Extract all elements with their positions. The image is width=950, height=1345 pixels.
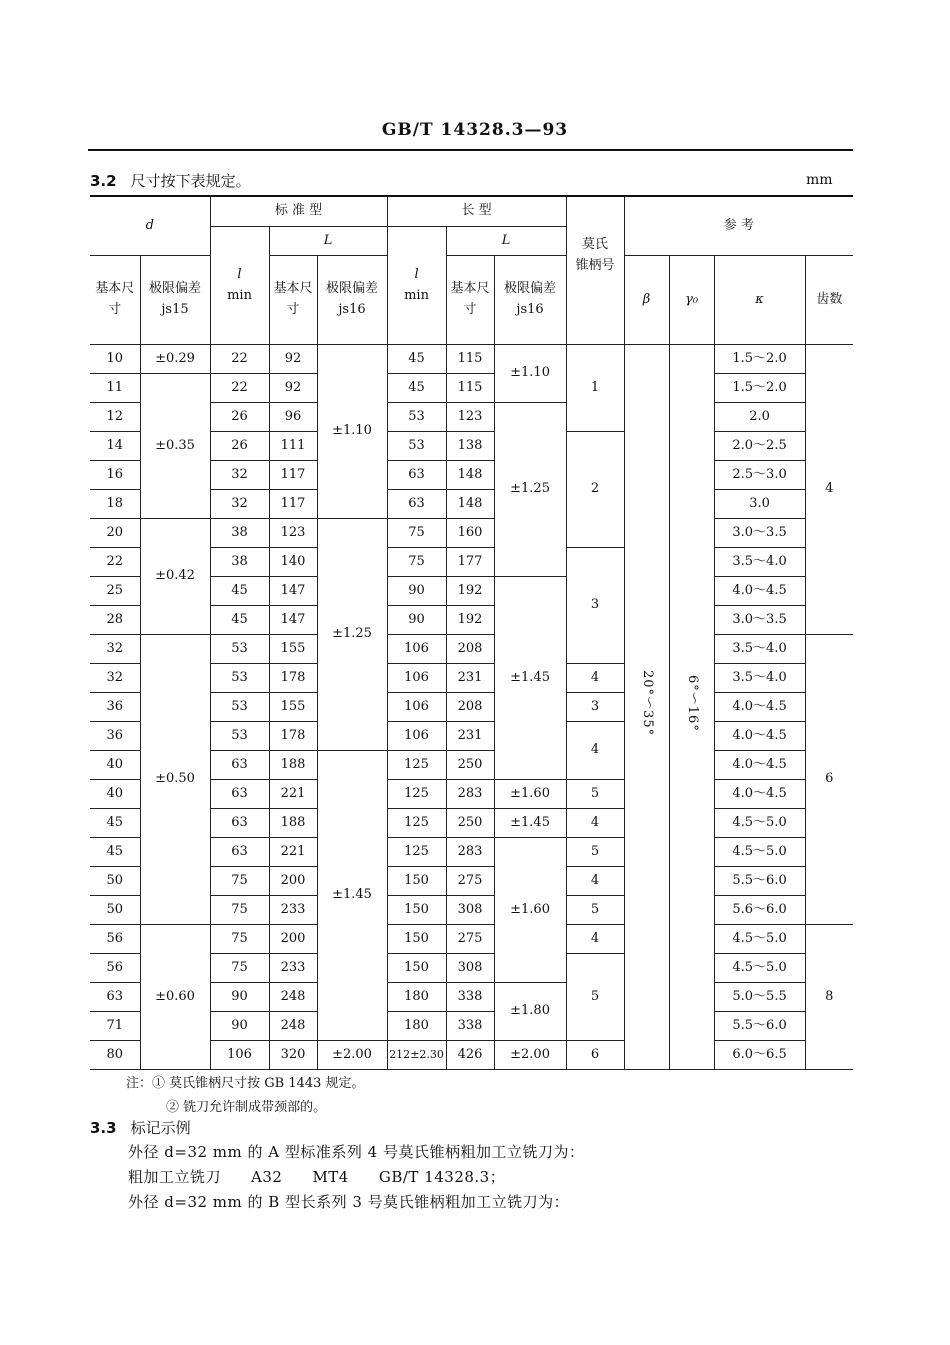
cell-long-tol-js16: ±1.45 <box>494 809 566 838</box>
cell-std-L: 248 <box>269 1012 317 1041</box>
example-2-part: MT4 <box>312 1168 349 1186</box>
cell-d: 40 <box>90 751 140 780</box>
cell-morse-taper: 3 <box>566 548 624 664</box>
example-2-part: GB/T 14328.3； <box>378 1168 506 1186</box>
cell-std-l: 53 <box>210 693 269 722</box>
cell-std-L: 200 <box>269 925 317 954</box>
cell-long-tol-js16: ±1.80 <box>494 983 566 1041</box>
cell-d: 12 <box>90 403 140 432</box>
cell-long-l: 63 <box>387 490 446 519</box>
cell-std-l: 53 <box>210 722 269 751</box>
cell-tol-js15: ±0.29 <box>140 345 210 374</box>
cell-kappa: 4.0～4.5 <box>714 693 805 722</box>
cell-long-L: 138 <box>446 432 494 461</box>
header-std-tol-js16: 极限偏差 js16 <box>317 256 387 345</box>
cell-long-L: 115 <box>446 374 494 403</box>
cell-std-l: 90 <box>210 983 269 1012</box>
cell-tol-js15: ±0.35 <box>140 374 210 519</box>
cell-std-L: 200 <box>269 867 317 896</box>
cell-long-L: 338 <box>446 1012 494 1041</box>
cell-std-L: 188 <box>269 751 317 780</box>
cell-long-l: 90 <box>387 606 446 635</box>
cell-std-l: 75 <box>210 925 269 954</box>
section-3-2-heading <box>90 170 251 191</box>
example-1: 外径 d=32 mm 的 A 型标准系列 4 号莫氏锥柄粗加工立铣刀为： <box>128 1143 585 1161</box>
cell-kappa: 4.0～4.5 <box>714 577 805 606</box>
cell-long-L: 148 <box>446 490 494 519</box>
cell-d: 16 <box>90 461 140 490</box>
cell-long-L: 192 <box>446 606 494 635</box>
cell-long-l: 106 <box>387 664 446 693</box>
cell-long-l: 106 <box>387 635 446 664</box>
header-long-l: l min <box>387 227 446 345</box>
cell-long-l: 63 <box>387 461 446 490</box>
cell-kappa: 2.5～3.0 <box>714 461 805 490</box>
table-row <box>90 635 853 664</box>
cell-std-l: 38 <box>210 519 269 548</box>
cell-long-l: 150 <box>387 896 446 925</box>
cell-long-l: 125 <box>387 780 446 809</box>
cell-long-L: 123 <box>446 403 494 432</box>
cell-long-tol-js16: ±1.10 <box>494 345 566 403</box>
cell-d: 63 <box>90 983 140 1012</box>
cell-teeth: 4 <box>805 345 853 635</box>
cell-teeth: 8 <box>805 925 853 1070</box>
header-reference: 参 考 <box>624 196 853 256</box>
cell-std-L: 117 <box>269 490 317 519</box>
cell-long-L: 275 <box>446 925 494 954</box>
cell-morse-taper: 1 <box>566 345 624 432</box>
cell-d: 40 <box>90 780 140 809</box>
header-standard-type: 标 准 型 <box>210 196 387 227</box>
cell-std-l: 22 <box>210 345 269 374</box>
cell-kappa: 1.5～2.0 <box>714 374 805 403</box>
header-std-L: L <box>269 227 387 256</box>
cell-morse-taper: 2 <box>566 432 624 548</box>
cell-long-L: 208 <box>446 635 494 664</box>
cell-std-L: 111 <box>269 432 317 461</box>
dimension-table <box>90 195 853 1070</box>
section-text: 尺寸按下表规定。 <box>130 172 251 190</box>
cell-kappa: 2.0 <box>714 403 805 432</box>
header-kappa: κ <box>714 256 805 345</box>
cell-long-tol-js16: ±1.45 <box>494 577 566 780</box>
cell-long-L: 308 <box>446 896 494 925</box>
header-beta: β <box>624 256 669 345</box>
cell-std-L: 147 <box>269 577 317 606</box>
header-base-size: 基本尺寸 <box>90 256 140 345</box>
cell-kappa: 3.5～4.0 <box>714 635 805 664</box>
cell-kappa: 1.5～2.0 <box>714 345 805 374</box>
note-2: ② 铣刀允许制成带颈部的。 <box>166 1100 327 1115</box>
section-number: 3.2 <box>90 172 117 190</box>
cell-long-l: 106 <box>387 722 446 751</box>
cell-std-L: 221 <box>269 838 317 867</box>
header-long-type: 长 型 <box>387 196 566 227</box>
header-std-base-size: 基本尺寸 <box>269 256 317 345</box>
cell-kappa: 3.0～3.5 <box>714 606 805 635</box>
unit-label: mm <box>806 172 833 188</box>
cell-long-L: 115 <box>446 345 494 374</box>
cell-morse-taper: 5 <box>566 954 624 1041</box>
cell-kappa: 4.5～5.0 <box>714 838 805 867</box>
cell-std-tol-js16: ±1.25 <box>317 519 387 751</box>
cell-morse-taper: 4 <box>566 722 624 780</box>
section-number: 3.3 <box>90 1119 117 1137</box>
cell-std-l: 106 <box>210 1041 269 1070</box>
cell-std-l: 63 <box>210 838 269 867</box>
cell-kappa: 5.6～6.0 <box>714 896 805 925</box>
cell-kappa: 3.0 <box>714 490 805 519</box>
cell-d: 45 <box>90 809 140 838</box>
cell-std-L: 221 <box>269 780 317 809</box>
cell-std-L: 123 <box>269 519 317 548</box>
cell-d: 71 <box>90 1012 140 1041</box>
cell-long-l: 180 <box>387 983 446 1012</box>
cell-std-tol-js16: ±1.10 <box>317 345 387 519</box>
cell-morse-taper: 5 <box>566 896 624 925</box>
cell-d: 11 <box>90 374 140 403</box>
cell-kappa: 3.0～3.5 <box>714 519 805 548</box>
cell-long-l: 45 <box>387 374 446 403</box>
cell-long-L: 148 <box>446 461 494 490</box>
cell-d: 14 <box>90 432 140 461</box>
cell-d: 10 <box>90 345 140 374</box>
cell-d: 25 <box>90 577 140 606</box>
header-taper-no: 锥柄号 <box>566 256 624 345</box>
cell-long-l: 53 <box>387 403 446 432</box>
cell-long-L: 308 <box>446 954 494 983</box>
cell-kappa: 5.0～5.5 <box>714 983 805 1012</box>
cell-std-l: 26 <box>210 403 269 432</box>
cell-kappa: 4.0～4.5 <box>714 722 805 751</box>
cell-long-l: 125 <box>387 751 446 780</box>
cell-long-L: 192 <box>446 577 494 606</box>
cell-long-L: 231 <box>446 664 494 693</box>
cell-long-l: 90 <box>387 577 446 606</box>
cell-long-tol-js16: ±1.25 <box>494 403 566 577</box>
cell-std-L: 117 <box>269 461 317 490</box>
cell-d: 36 <box>90 722 140 751</box>
cell-std-l: 75 <box>210 896 269 925</box>
cell-std-L: 140 <box>269 548 317 577</box>
header-row-3 <box>90 256 853 345</box>
example-2-part: 粗加工立铣刀 <box>128 1168 222 1186</box>
cell-d: 28 <box>90 606 140 635</box>
cell-long-L: 177 <box>446 548 494 577</box>
cell-morse-taper: 4 <box>566 925 624 954</box>
cell-std-tol-js16: ±2.00 <box>317 1041 387 1070</box>
cell-long-l: 150 <box>387 925 446 954</box>
cell-long-l: 45 <box>387 345 446 374</box>
cell-long-l: 53 <box>387 432 446 461</box>
cell-morse-taper: 5 <box>566 780 624 809</box>
table-row <box>90 519 853 548</box>
header-d: d <box>90 196 210 256</box>
cell-std-tol-js16: ±1.45 <box>317 751 387 1041</box>
cell-std-l: 75 <box>210 954 269 983</box>
cell-std-L: 178 <box>269 722 317 751</box>
cell-d: 20 <box>90 519 140 548</box>
cell-kappa: 6.0～6.5 <box>714 1041 805 1070</box>
cell-std-L: 178 <box>269 664 317 693</box>
cell-long-l: 125 <box>387 809 446 838</box>
cell-beta: 20°～35° <box>624 345 669 1070</box>
table-row <box>90 345 853 374</box>
cell-morse-taper: 6 <box>566 1041 624 1070</box>
cell-std-l: 32 <box>210 461 269 490</box>
cell-std-l: 90 <box>210 1012 269 1041</box>
cell-d: 32 <box>90 635 140 664</box>
cell-long-L: 250 <box>446 751 494 780</box>
cell-std-l: 53 <box>210 664 269 693</box>
example-2-part: A32 <box>251 1168 283 1186</box>
cell-long-L: 338 <box>446 983 494 1012</box>
section-3-3-heading <box>90 1117 191 1138</box>
cell-std-L: 188 <box>269 809 317 838</box>
cell-tol-js15: ±0.50 <box>140 635 210 925</box>
cell-kappa: 5.5～6.0 <box>714 1012 805 1041</box>
cell-morse-taper: 3 <box>566 693 624 722</box>
cell-std-L: 92 <box>269 374 317 403</box>
cell-long-l: 75 <box>387 548 446 577</box>
cell-kappa: 5.5～6.0 <box>714 867 805 896</box>
cell-kappa: 4.0～4.5 <box>714 751 805 780</box>
cell-std-L: 96 <box>269 403 317 432</box>
cell-long-L: 231 <box>446 722 494 751</box>
cell-long-L: 426 <box>446 1041 494 1070</box>
cell-kappa: 4.0～4.5 <box>714 780 805 809</box>
cell-std-l: 45 <box>210 577 269 606</box>
cell-std-L: 233 <box>269 954 317 983</box>
cell-long-l: 106 <box>387 693 446 722</box>
header-row-1 <box>90 196 853 227</box>
header-rule <box>88 149 853 151</box>
cell-std-l: 63 <box>210 809 269 838</box>
cell-long-L: 283 <box>446 838 494 867</box>
cell-std-l: 45 <box>210 606 269 635</box>
table-row <box>90 374 853 403</box>
cell-std-L: 248 <box>269 983 317 1012</box>
header-long-L: L <box>446 227 566 256</box>
cell-tol-js15: ±0.60 <box>140 925 210 1070</box>
cell-long-L: 283 <box>446 780 494 809</box>
cell-std-l: 32 <box>210 490 269 519</box>
cell-long-l: 150 <box>387 954 446 983</box>
cell-long-l: 150 <box>387 867 446 896</box>
cell-std-L: 320 <box>269 1041 317 1070</box>
cell-morse-taper: 4 <box>566 809 624 838</box>
cell-d: 32 <box>90 664 140 693</box>
note-1: 注：① 莫氏锥柄尺寸按 GB 1443 规定。 <box>126 1076 365 1091</box>
cell-d: 45 <box>90 838 140 867</box>
cell-std-L: 155 <box>269 693 317 722</box>
cell-long-l: 180 <box>387 1012 446 1041</box>
cell-long-l: 75 <box>387 519 446 548</box>
cell-std-l: 53 <box>210 635 269 664</box>
table-row <box>90 925 853 954</box>
cell-long-tol-js16: ±1.60 <box>494 838 566 983</box>
cell-kappa: 4.5～5.0 <box>714 925 805 954</box>
header-tol-js15: 极限偏差 js15 <box>140 256 210 345</box>
cell-std-l: 26 <box>210 432 269 461</box>
page-header-title: GB/T 14328.3—93 <box>381 120 569 140</box>
cell-std-l: 63 <box>210 780 269 809</box>
cell-kappa: 4.5～5.0 <box>714 809 805 838</box>
cell-d: 18 <box>90 490 140 519</box>
header-long-base-size: 基本尺寸 <box>446 256 494 345</box>
cell-long-tol-js16: ±2.00 <box>494 1041 566 1070</box>
cell-kappa: 3.5～4.0 <box>714 664 805 693</box>
cell-morse-taper: 5 <box>566 838 624 867</box>
cell-std-l: 38 <box>210 548 269 577</box>
cell-std-L: 147 <box>269 606 317 635</box>
cell-std-l: 75 <box>210 867 269 896</box>
cell-long-tol-js16: ±1.60 <box>494 780 566 809</box>
cell-d: 36 <box>90 693 140 722</box>
example-3: 外径 d=32 mm 的 B 型长系列 3 号莫氏锥柄粗加工立铣刀为： <box>128 1193 570 1211</box>
example-2 <box>128 1166 535 1187</box>
cell-morse-taper: 4 <box>566 664 624 693</box>
cell-long-L: 160 <box>446 519 494 548</box>
dimension-table-wrapper <box>90 195 853 1070</box>
cell-morse-taper: 4 <box>566 867 624 896</box>
section-title: 标记示例 <box>130 1119 191 1137</box>
cell-gamma: 6°～16° <box>669 345 714 1070</box>
header-teeth: 齿数 <box>805 256 853 345</box>
cell-std-L: 92 <box>269 345 317 374</box>
header-morse: 莫氏 <box>566 196 624 256</box>
header-std-l: l min <box>210 227 269 345</box>
cell-kappa: 4.5～5.0 <box>714 954 805 983</box>
cell-tol-js15: ±0.42 <box>140 519 210 635</box>
cell-d: 50 <box>90 867 140 896</box>
cell-long-l: 125 <box>387 838 446 867</box>
header-long-tol-js16: 极限偏差 js16 <box>494 256 566 345</box>
cell-long-l: 212±2.30 <box>387 1041 446 1070</box>
cell-d: 56 <box>90 925 140 954</box>
cell-std-l: 63 <box>210 751 269 780</box>
cell-d: 56 <box>90 954 140 983</box>
cell-d: 22 <box>90 548 140 577</box>
header-gamma: γ₀ <box>669 256 714 345</box>
cell-kappa: 3.5～4.0 <box>714 548 805 577</box>
cell-long-L: 250 <box>446 809 494 838</box>
cell-teeth: 6 <box>805 635 853 925</box>
cell-kappa: 2.0～2.5 <box>714 432 805 461</box>
cell-std-L: 233 <box>269 896 317 925</box>
cell-std-l: 22 <box>210 374 269 403</box>
cell-std-L: 155 <box>269 635 317 664</box>
cell-d: 80 <box>90 1041 140 1070</box>
cell-long-L: 275 <box>446 867 494 896</box>
cell-d: 50 <box>90 896 140 925</box>
cell-long-L: 208 <box>446 693 494 722</box>
